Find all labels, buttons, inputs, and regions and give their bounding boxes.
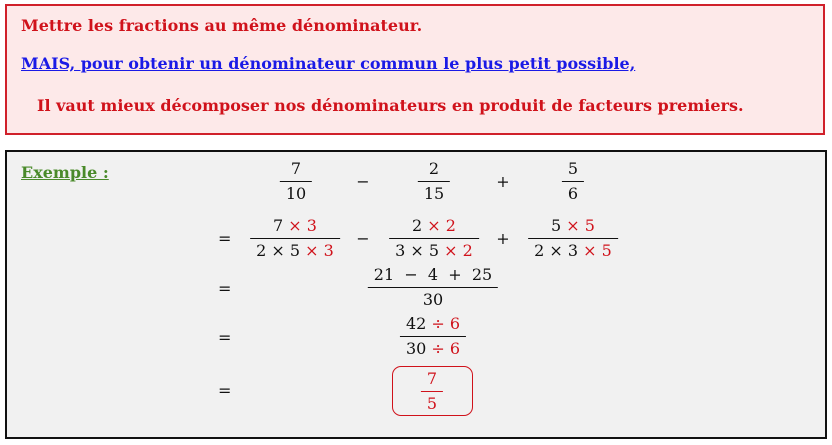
minus-sign: − <box>356 172 370 191</box>
fraction-bar <box>562 181 584 182</box>
equals-sign: = <box>218 279 232 298</box>
numerator: 21 − 4 + 25 <box>373 265 493 284</box>
fraction-bar <box>368 287 498 288</box>
fraction-bar <box>250 238 340 239</box>
example-label: Exemple : <box>21 163 109 182</box>
denominator: 2 × 3 × 5 <box>534 241 612 260</box>
numerator: 2 × 2 <box>412 216 456 235</box>
numerator: 7 <box>290 159 302 178</box>
numerator: 2 <box>428 159 440 178</box>
rule-line-2: MAIS, pour obtenir un dénominateur commun le plus petit possible, <box>21 54 636 73</box>
rule-line-1: Mettre les fractions au même dénominateur. <box>21 16 423 35</box>
denominator: 2 × 5 × 3 <box>256 241 334 260</box>
example-box <box>5 150 827 439</box>
denominator: 5 <box>426 394 438 413</box>
fraction-2-15 <box>418 159 450 204</box>
equals-sign: = <box>218 229 232 248</box>
fraction-bar <box>418 181 450 182</box>
denominator: 30 ÷ 6 <box>405 339 461 358</box>
plus-sign: + <box>496 229 510 248</box>
fraction-simplify <box>400 314 466 359</box>
fraction-expanded-3 <box>528 216 618 261</box>
numerator: 7 × 3 <box>273 216 317 235</box>
fraction-result <box>421 369 443 414</box>
denominator: 6 <box>567 184 579 203</box>
plus-sign: + <box>496 172 510 191</box>
fraction-expanded-2 <box>389 216 479 261</box>
fraction-expanded-1 <box>250 216 340 261</box>
numerator: 42 ÷ 6 <box>405 314 461 333</box>
denominator: 10 <box>285 184 307 203</box>
fraction-bar <box>421 391 443 392</box>
fraction-bar <box>400 336 466 337</box>
fraction-bar <box>389 238 479 239</box>
fraction-bar <box>528 238 618 239</box>
numerator: 7 <box>426 369 438 388</box>
denominator: 30 <box>422 290 444 309</box>
equals-sign: = <box>218 381 232 400</box>
rule-line-3: Il vaut mieux décomposer nos dénominateurs en produit de facteurs premiers. <box>37 96 744 115</box>
fraction-7-10 <box>280 159 312 204</box>
denominator: 15 <box>423 184 445 203</box>
fraction-bar <box>280 181 312 182</box>
fraction-sum <box>368 265 498 310</box>
equals-sign: = <box>218 328 232 347</box>
rule-box <box>5 4 825 135</box>
numerator: 5 × 5 <box>551 216 595 235</box>
denominator: 3 × 5 × 2 <box>395 241 473 260</box>
fraction-5-6 <box>562 159 584 204</box>
minus-sign: − <box>356 229 370 248</box>
numerator: 5 <box>567 159 579 178</box>
